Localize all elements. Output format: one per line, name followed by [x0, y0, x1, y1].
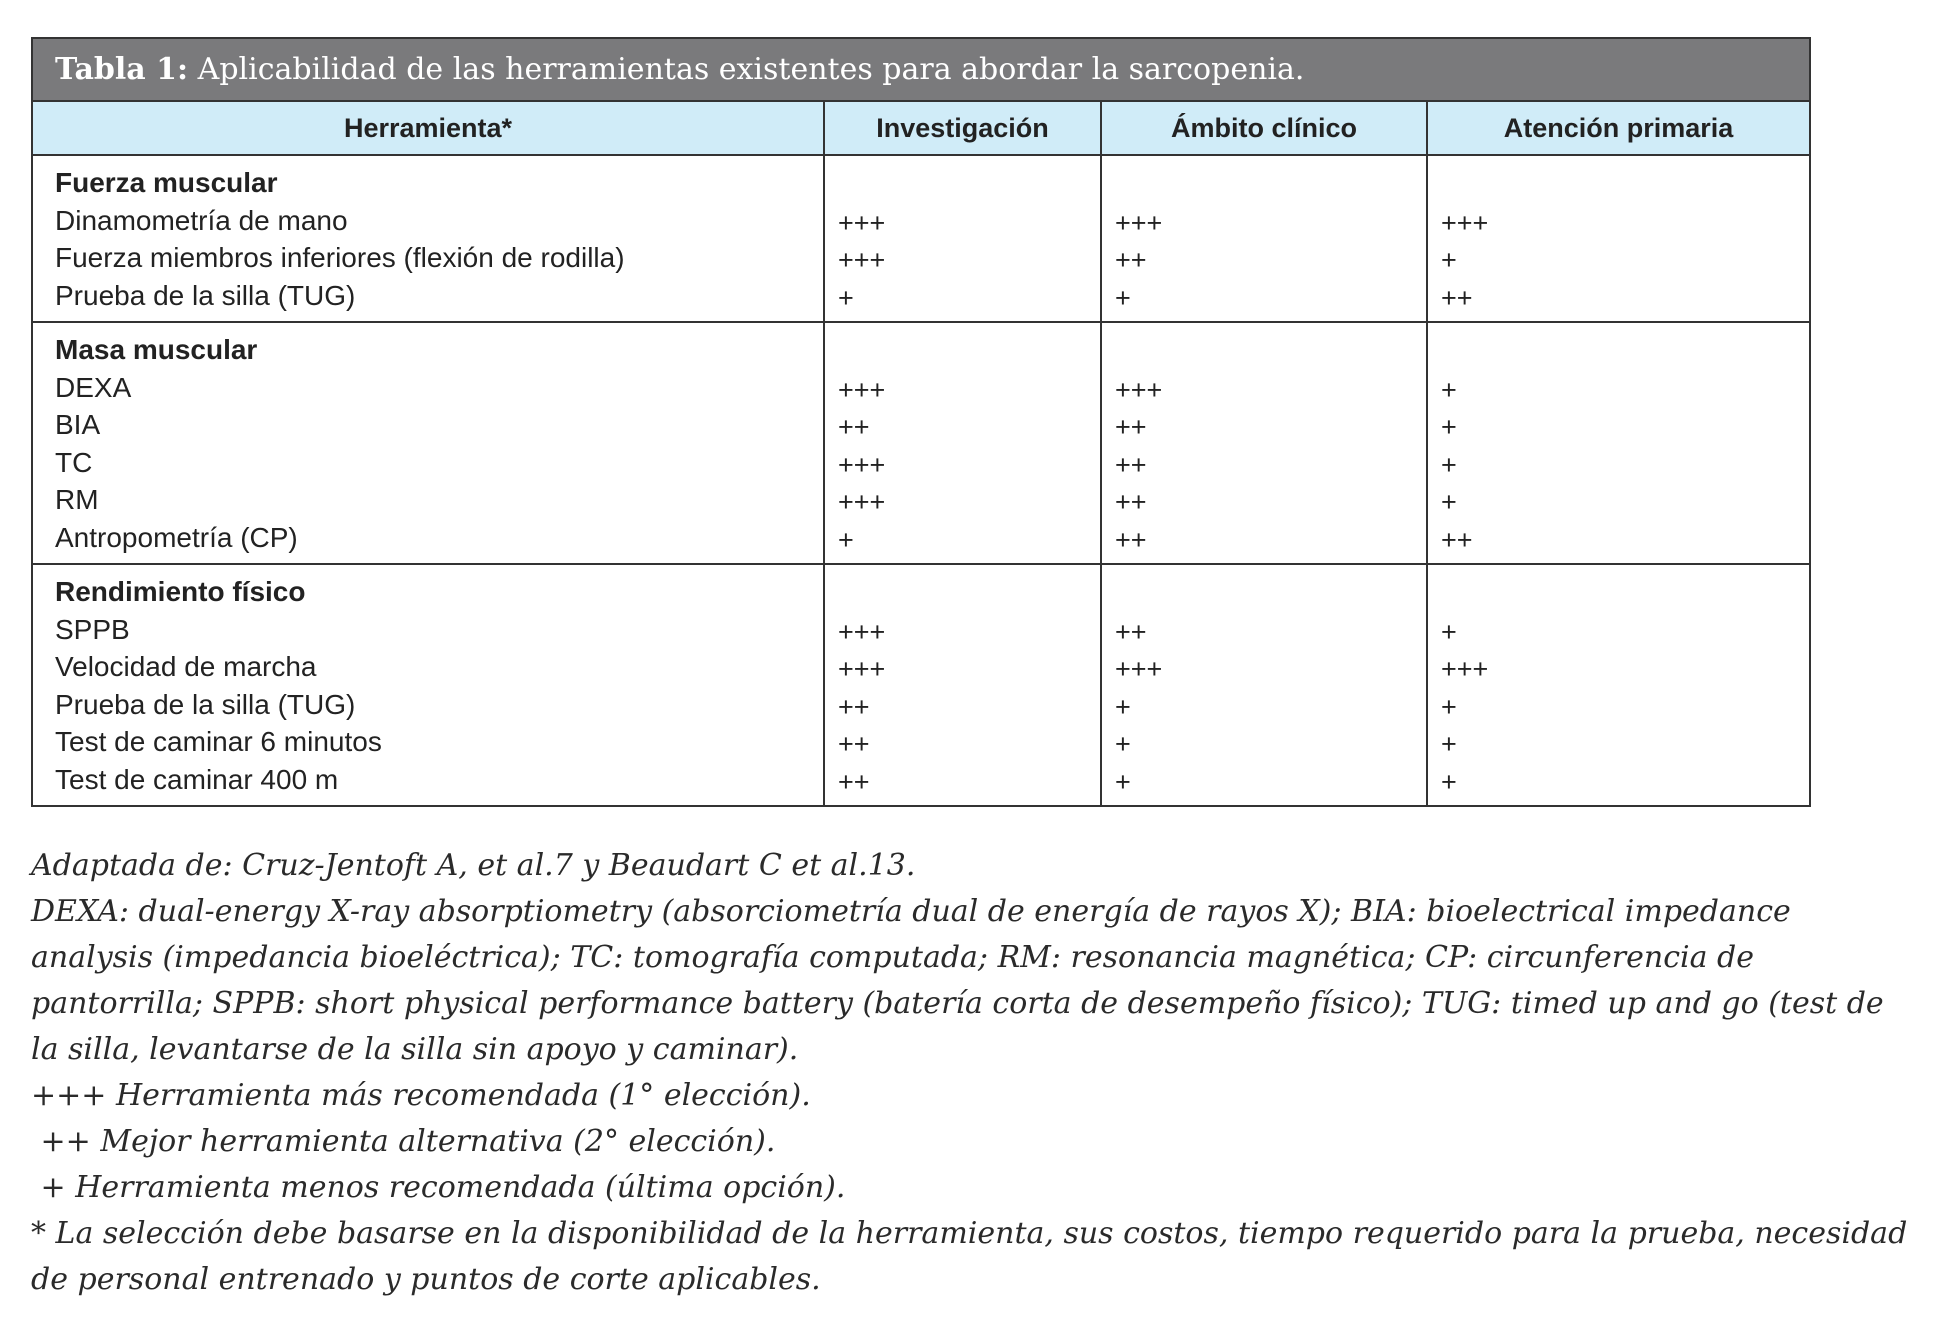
- ambito-clinico-rating: ++: [1115, 412, 1147, 442]
- ambito-clinico-rating: +: [1115, 691, 1131, 722]
- table-notes: [31, 843, 1911, 1303]
- ambito-clinico-rating: +++: [1115, 374, 1163, 405]
- ambito-clinico-rating: +++: [1115, 207, 1163, 238]
- spacer: [1441, 331, 1809, 369]
- investigacion-rating: +++: [838, 654, 886, 684]
- asterisk-note: * La selección debe basarse en la disponibilidad de la herramienta, sus costos, tiempo requerido para la prueba, necesidad de personal entrenado y puntos de corte aplicables.: [31, 1216, 1908, 1297]
- investigacion-rating: +++: [838, 616, 886, 647]
- table-title-text: Aplicabilidad de las herramientas existentes para abordar la sarcopenia.: [197, 52, 1305, 87]
- atencion-primaria-rating: +: [1441, 729, 1457, 759]
- table-row: [33, 322, 1809, 564]
- investigacion-rating: +++: [838, 245, 886, 275]
- atencion-primaria-rating: +: [1441, 766, 1457, 797]
- group-heading: Fuerza muscular: [55, 167, 278, 198]
- ambito-clinico-rating: ++: [1115, 616, 1147, 647]
- tool-name: TC: [55, 446, 93, 478]
- legend-two-plus: ++ Mejor herramienta alternativa (2° elección).: [31, 1124, 776, 1159]
- investigacion-rating: ++: [838, 729, 870, 759]
- header-row: [33, 102, 1809, 155]
- source-note: Adaptada de: Cruz-Jentoft A, et al.7 y Beaudart C et al.13.: [31, 848, 916, 883]
- atencion-primaria-rating: +++: [1441, 207, 1489, 238]
- header-atencion-primaria: Atención primaria: [1427, 102, 1809, 155]
- tool-name: RM: [55, 484, 99, 515]
- ambito-clinico-rating: +: [1115, 282, 1131, 313]
- ambito-clinico-rating: +++: [1115, 654, 1163, 684]
- tool-name: DEXA: [55, 371, 132, 403]
- tool-name: Test de caminar 400 m: [55, 763, 339, 795]
- spacer: [838, 573, 1100, 611]
- table-row: [33, 564, 1809, 805]
- header-ambito-clinico: Ámbito clínico: [1101, 102, 1427, 155]
- atencion-primaria-rating: ++: [1441, 524, 1473, 555]
- ambito-clinico-rating: ++: [1115, 449, 1147, 480]
- tool-name: Velocidad de marcha: [55, 651, 317, 682]
- ambito-clinico-cell: [1101, 564, 1427, 805]
- table-title-label: Tabla 1:: [55, 52, 189, 87]
- tool-name: Prueba de la silla (TUG): [55, 279, 356, 311]
- header-investigacion: Investigación: [824, 102, 1101, 155]
- investigacion-rating: +++: [838, 374, 886, 405]
- table-group: [33, 322, 1809, 564]
- atencion-primaria-rating: +: [1441, 487, 1457, 517]
- spacer: [838, 164, 1100, 202]
- atencion-primaria-rating: +: [1441, 449, 1457, 480]
- tool-name-cell: [33, 564, 824, 805]
- ambito-clinico-rating: ++: [1115, 487, 1147, 517]
- tool-name: Fuerza miembros inferiores (flexión de rodilla): [55, 242, 625, 273]
- ambito-clinico-rating: +: [1115, 766, 1131, 797]
- tool-name: Prueba de la silla (TUG): [55, 688, 356, 720]
- atencion-primaria-rating: ++: [1441, 282, 1473, 313]
- ambito-clinico-cell: [1101, 155, 1427, 322]
- ambito-clinico-cell: [1101, 322, 1427, 564]
- investigacion-rating: ++: [838, 691, 870, 722]
- group-heading: Rendimiento físico: [55, 576, 306, 607]
- investigacion-cell: [824, 155, 1101, 322]
- atencion-primaria-rating: +++: [1441, 654, 1489, 684]
- tool-name: SPPB: [55, 613, 130, 645]
- tool-name: BIA: [55, 409, 101, 440]
- atencion-primaria-cell: [1427, 564, 1809, 805]
- investigacion-rating: ++: [838, 766, 870, 797]
- applicability-table: [33, 102, 1809, 805]
- investigacion-rating: +: [838, 282, 854, 313]
- investigacion-rating: +++: [838, 487, 886, 517]
- ambito-clinico-rating: ++: [1115, 524, 1147, 555]
- spacer: [838, 331, 1100, 369]
- table-group: [33, 155, 1809, 322]
- tool-name: Test de caminar 6 minutos: [55, 726, 382, 757]
- atencion-primaria-rating: +: [1441, 245, 1457, 275]
- table-group: [33, 564, 1809, 805]
- investigacion-cell: [824, 322, 1101, 564]
- atencion-primaria-rating: +: [1441, 616, 1457, 647]
- atencion-primaria-cell: [1427, 155, 1809, 322]
- spacer: [1115, 164, 1426, 202]
- table-title: [33, 39, 1809, 102]
- ambito-clinico-rating: ++: [1115, 245, 1147, 275]
- spacer: [1441, 164, 1809, 202]
- investigacion-rating: +++: [838, 449, 886, 480]
- tool-name-cell: [33, 155, 824, 322]
- spacer: [1115, 573, 1426, 611]
- investigacion-rating: +++: [838, 207, 886, 238]
- tool-name: Antropometría (CP): [55, 521, 298, 553]
- atencion-primaria-rating: +: [1441, 374, 1457, 405]
- spacer: [1441, 573, 1809, 611]
- spacer: [1115, 331, 1426, 369]
- ambito-clinico-rating: +: [1115, 729, 1131, 759]
- investigacion-cell: [824, 564, 1101, 805]
- atencion-primaria-rating: +: [1441, 691, 1457, 722]
- investigacion-rating: ++: [838, 412, 870, 442]
- tool-name: Dinamometría de mano: [55, 204, 348, 236]
- abbreviations-note: DEXA: dual-energy X-ray absorptiometry (absorciometría dual de energía de rayos X); BIA: bioelectrical impedance analysis (impedancia bioeléctrica); TC: tomografía computada; RM: resonancia magnética; CP: circunferencia de pantorrilla; SPPB: short physical performance battery (batería corta de desempeño físico); TUG: timed up and go (test de la silla, levantarse de la silla sin apoyo y caminar).: [31, 894, 1884, 1067]
- group-heading: Masa muscular: [55, 334, 258, 365]
- investigacion-rating: +: [838, 524, 854, 555]
- atencion-primaria-rating: +: [1441, 412, 1457, 442]
- legend-three-plus: +++ Herramienta más recomendada (1° elección).: [31, 1078, 811, 1113]
- table: [31, 37, 1811, 807]
- table-row: [33, 155, 1809, 322]
- tool-name-cell: [33, 322, 824, 564]
- legend-one-plus: + Herramienta menos recomendada (última opción).: [31, 1170, 846, 1205]
- header-herramienta: Herramienta*: [33, 102, 824, 155]
- atencion-primaria-cell: [1427, 322, 1809, 564]
